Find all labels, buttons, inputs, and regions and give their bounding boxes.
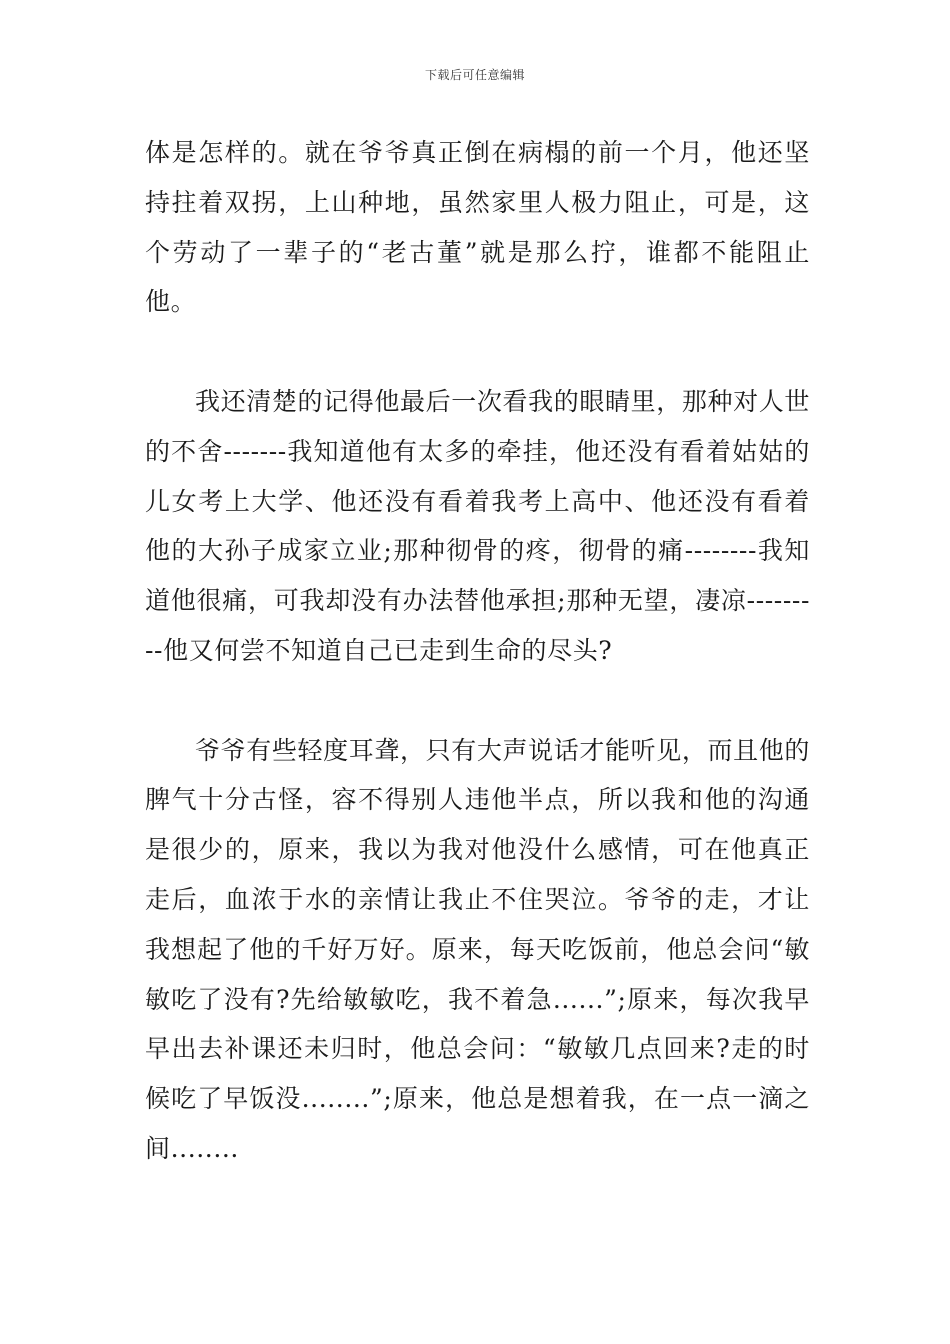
page-header: 下载后可任意编辑 xyxy=(424,68,525,82)
paragraph-gap xyxy=(145,676,810,726)
paragraph-gap xyxy=(145,327,810,377)
document-body xyxy=(145,128,810,1174)
paragraph-3: 爷爷有些轻度耳聋，只有大声说话才能听见，而且他的脾气十分古怪，容不得别人违他半点，所以我和他的沟通是很少的，原来，我以为我对他没什么感情，可在他真正走后，血浓于水的亲情让我止不住哭泣。爷爷的走，才让我想起了他的千好万好。原来，每天吃饭前，他总会问“敏敏吃了没有?先给敏敏吃，我不着急......”;原来，每次我早早出去补课还未归时，他总会问：“敏敏几点回来?走的时候吃了早饭没........”;原来，他总是想着我，在一点一滴之间........ xyxy=(145,735,810,1163)
paragraph-1: 体是怎样的。就在爷爷真正倒在病榻的前一个月，他还坚持拄着双拐，上山种地，虽然家里人极力阻止，可是，这个劳动了一辈子的“老古董”就是那么拧，谁都不能阻止他。 xyxy=(145,138,810,317)
paragraph-2: 我还清楚的记得他最后一次看我的眼睛里，那种对人世的不舍-------我知道他有太多的牵挂，他还没有看着姑姑的儿女考上大学、他还没有看着我考上高中、他还没有看着他的大孙子成家立业;那种彻骨的疼，彻骨的痛--------我知道他很痛，可我却没有办法替他承担;那种无望，凄凉---------他又何尝不知道自己已走到生命的尽头? xyxy=(145,386,810,665)
